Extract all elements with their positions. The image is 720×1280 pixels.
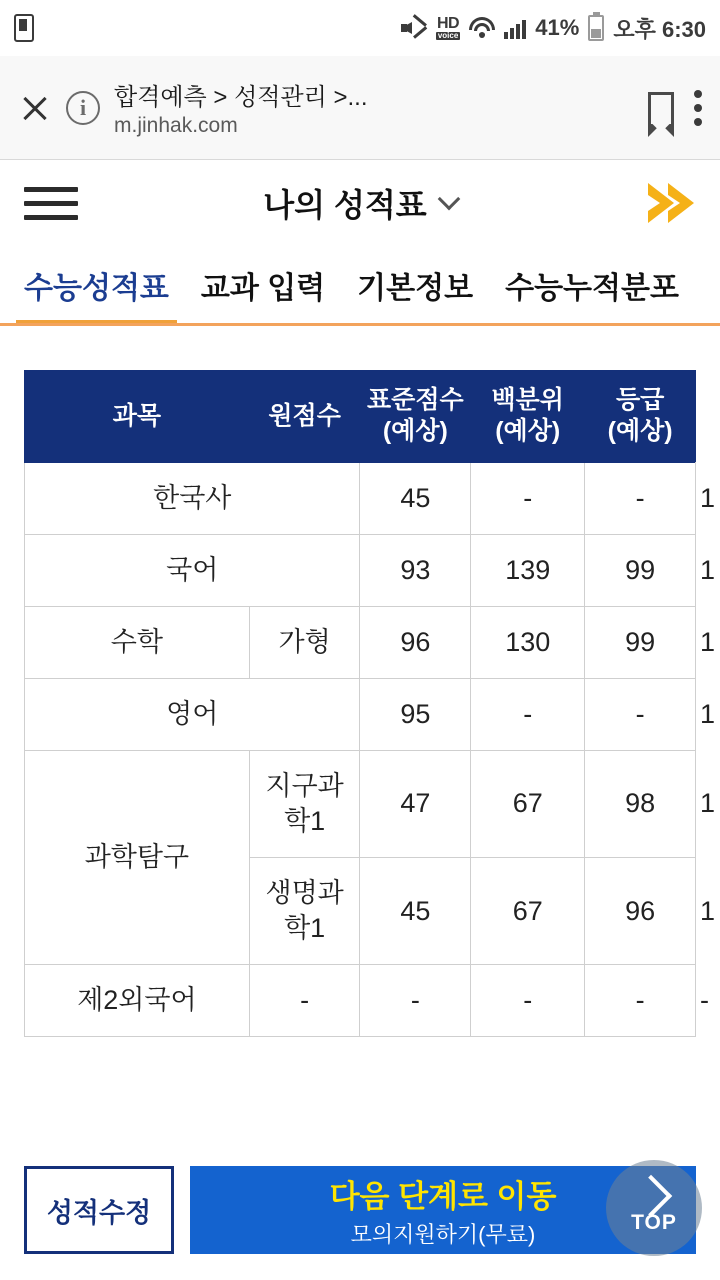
hd-voice-icon xyxy=(436,16,460,40)
cell-std: - xyxy=(471,462,585,534)
chevron-down-icon[interactable] xyxy=(437,188,460,211)
cell-pct: 99 xyxy=(585,534,696,606)
cell-subject: 수학 xyxy=(25,606,250,678)
cell-raw: 45 xyxy=(360,858,471,965)
table-row xyxy=(25,750,696,857)
cell-subject-sub: - xyxy=(249,965,360,1037)
cell-pct: 99 xyxy=(585,606,696,678)
cell-pct: 96 xyxy=(585,858,696,965)
cell-std: 130 xyxy=(471,606,585,678)
cell-subject: 과학탐구 xyxy=(25,750,250,964)
hd-label: HD xyxy=(437,15,460,32)
cell-std: - xyxy=(471,678,585,750)
hd-sub-label: voice xyxy=(437,31,459,40)
cell-pct: - xyxy=(585,462,696,534)
cell-subject: 한국사 xyxy=(25,462,360,534)
page-title: 합격예측 > 성적관리 >... xyxy=(114,84,368,111)
cell-raw: 93 xyxy=(360,534,471,606)
app-title: 나의 성적표 xyxy=(263,187,427,223)
cellular-signal-icon xyxy=(504,17,526,39)
tab-suneung-score[interactable]: 수능성적표 xyxy=(8,263,185,323)
score-table xyxy=(24,370,715,1037)
score-table-section xyxy=(0,326,720,1037)
header-grade-l2: (예상) xyxy=(607,417,673,446)
cell-subject-sub: 생명과학1 xyxy=(249,858,360,965)
header-percentile-l1: 백분위 xyxy=(491,386,564,414)
cell-std: 67 xyxy=(471,858,585,965)
cell-raw: - xyxy=(360,965,471,1037)
header-percentile xyxy=(471,371,585,463)
mute-icon xyxy=(401,16,427,40)
cell-raw: 95 xyxy=(360,678,471,750)
cell-std: 67 xyxy=(471,750,585,857)
hamburger-icon[interactable] xyxy=(24,187,78,220)
cell-std: 139 xyxy=(471,534,585,606)
header-subject: 과목 xyxy=(25,371,250,463)
battery-percent-label: 41% xyxy=(535,15,580,40)
battery-icon xyxy=(588,15,604,41)
header-standard-score xyxy=(360,371,471,463)
header-percentile-l2: (예상) xyxy=(495,417,561,446)
app-title-wrap xyxy=(0,180,720,226)
cell-subject-sub: 지구과학1 xyxy=(249,750,360,857)
status-bar-right xyxy=(401,13,706,44)
cell-pct: - xyxy=(585,678,696,750)
header-grade xyxy=(585,371,696,463)
tab-basic-info[interactable]: 기본정보 xyxy=(357,272,474,305)
cell-pct: 98 xyxy=(585,750,696,857)
info-icon[interactable]: i xyxy=(66,91,100,125)
table-row xyxy=(25,606,696,678)
table-row xyxy=(25,678,696,750)
header-raw-score: 원점수 xyxy=(249,371,360,463)
app-header xyxy=(0,160,720,246)
next-step-label: 다음 단계로 이동 xyxy=(329,1179,557,1214)
page-host: m.jinhak.com xyxy=(114,114,238,137)
cell-std: - xyxy=(471,965,585,1037)
tab-subject-input[interactable]: 교과 입력 xyxy=(200,272,326,305)
scroll-to-top-button[interactable] xyxy=(606,1160,702,1256)
cell-subject: 제2외국어 xyxy=(25,965,250,1037)
header-standard-score-l2: (예상) xyxy=(382,417,448,446)
tab-cumulative-distribution[interactable]: 수능누적분포 xyxy=(505,272,679,305)
table-row xyxy=(25,534,696,606)
wifi-icon xyxy=(469,17,495,39)
table-header-row xyxy=(25,371,696,463)
status-bar xyxy=(0,0,720,56)
status-bar-clock: 오후 6:30 xyxy=(613,16,706,42)
table-row xyxy=(25,965,696,1037)
table-row xyxy=(25,462,696,534)
cell-raw: 45 xyxy=(360,462,471,534)
cell-subject-sub: 가형 xyxy=(249,606,360,678)
cell-pct: - xyxy=(585,965,696,1037)
next-arrow-icon[interactable] xyxy=(644,181,696,225)
edit-score-button[interactable]: 성적수정 xyxy=(24,1166,174,1254)
bookmark-icon[interactable] xyxy=(648,92,674,124)
header-grade-l1: 등급 xyxy=(615,386,665,414)
url-block[interactable] xyxy=(114,77,634,138)
cell-raw: 96 xyxy=(360,606,471,678)
next-step-sublabel: 모의지원하기(무료) xyxy=(350,1222,536,1247)
scroll-to-top-label: TOP xyxy=(631,1211,677,1234)
close-icon[interactable] xyxy=(18,91,52,125)
sim-card-icon xyxy=(14,14,34,42)
cell-subject: 국어 xyxy=(25,534,360,606)
status-bar-left xyxy=(14,14,34,42)
cell-subject: 영어 xyxy=(25,678,360,750)
browser-chrome xyxy=(0,56,720,160)
overflow-menu-icon[interactable] xyxy=(694,90,702,126)
cell-raw: 47 xyxy=(360,750,471,857)
header-standard-score-l1: 표준점수 xyxy=(367,386,464,414)
tab-bar[interactable] xyxy=(0,246,720,326)
